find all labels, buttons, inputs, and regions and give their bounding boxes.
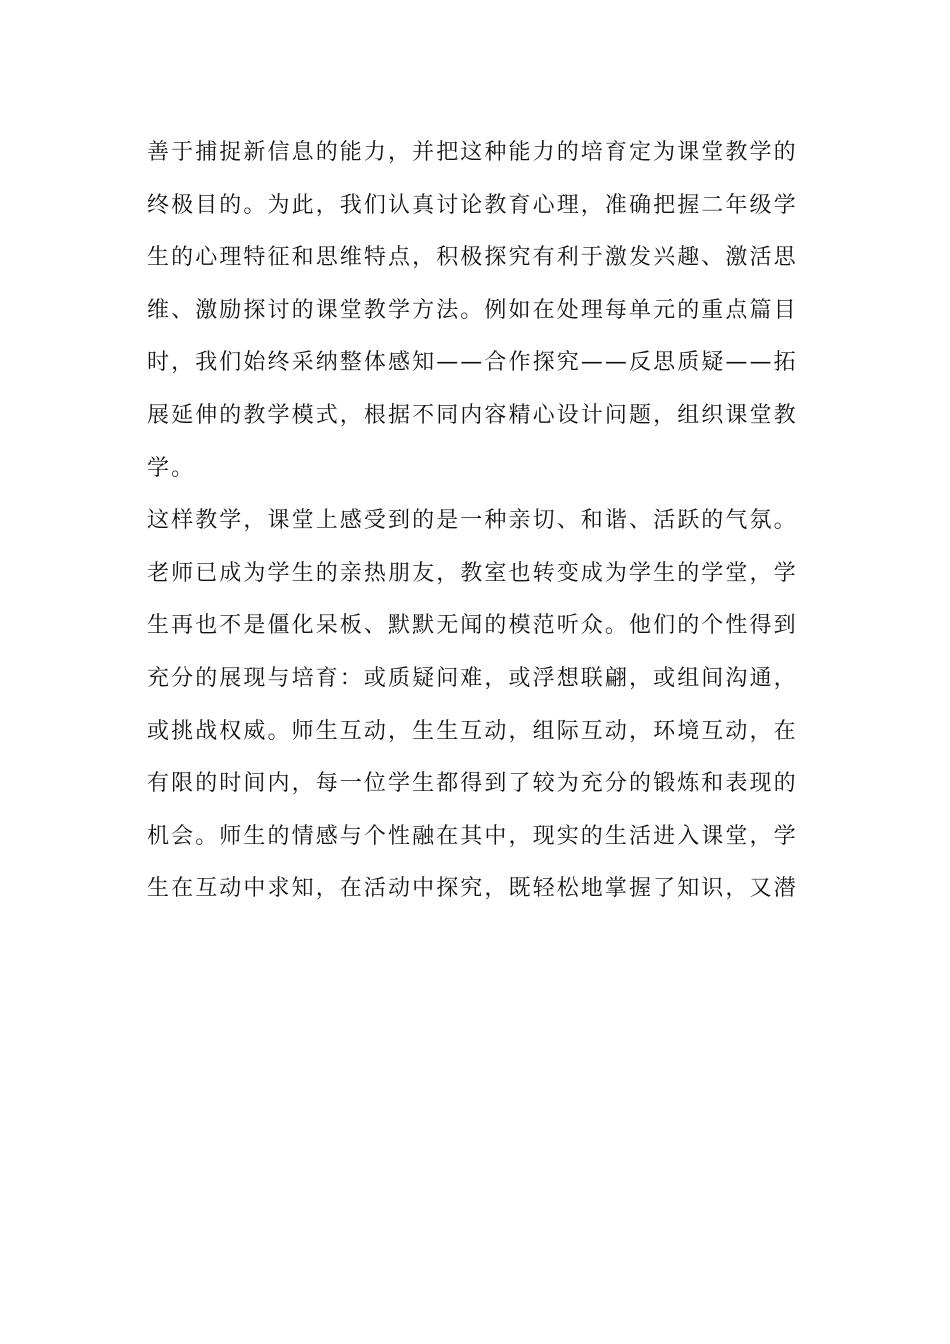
text-line: 学。 xyxy=(147,455,196,481)
text-line: 善于捕捉新信息的能力，并把这种能力的培育定为课堂教学的 xyxy=(147,140,798,165)
text-line: 有限的时间内，每一位学生都得到了较为充分的锻炼和表现的 xyxy=(147,771,798,797)
text-line: 机会。师生的情感与个性融在其中，现实的生活进入课堂，学 xyxy=(147,823,798,849)
text-line: 充分的展现与培育：或质疑问难，或浮想联翩，或组间沟通， xyxy=(147,665,798,691)
text-line: 或挑战权威。师生互动，生生互动，组际互动，环境互动，在 xyxy=(147,718,798,744)
body-text xyxy=(147,129,807,918)
text-line: 维、激励探讨的课堂教学方法。例如在处理每单元的重点篇目 xyxy=(147,297,798,323)
text-line: 终极目的。为此，我们认真讨论教育心理，准确把握二年级学 xyxy=(147,192,798,218)
text-line: 生的心理特征和思维特点，积极探究有利于激发兴趣、激活思 xyxy=(147,245,798,271)
text-line: 老师已成为学生的亲热朋友，教室也转变成为学生的学堂，学 xyxy=(147,560,798,586)
text-line: 时，我们始终采纳整体感知——合作探究——反思质疑——拓 xyxy=(147,350,798,376)
text-line: 这样教学，课堂上感受到的是一种亲切、和谐、活跃的气氛。 xyxy=(147,508,798,534)
text-line: 生在互动中求知，在活动中探究，既轻松地掌握了知识，又潜 xyxy=(147,876,798,902)
text-line: 展延伸的教学模式，根据不同内容精心设计问题，组织课堂教 xyxy=(147,402,798,428)
text-line: 生再也不是僵化呆板、默默无闻的模范听众。他们的个性得到 xyxy=(147,613,798,639)
